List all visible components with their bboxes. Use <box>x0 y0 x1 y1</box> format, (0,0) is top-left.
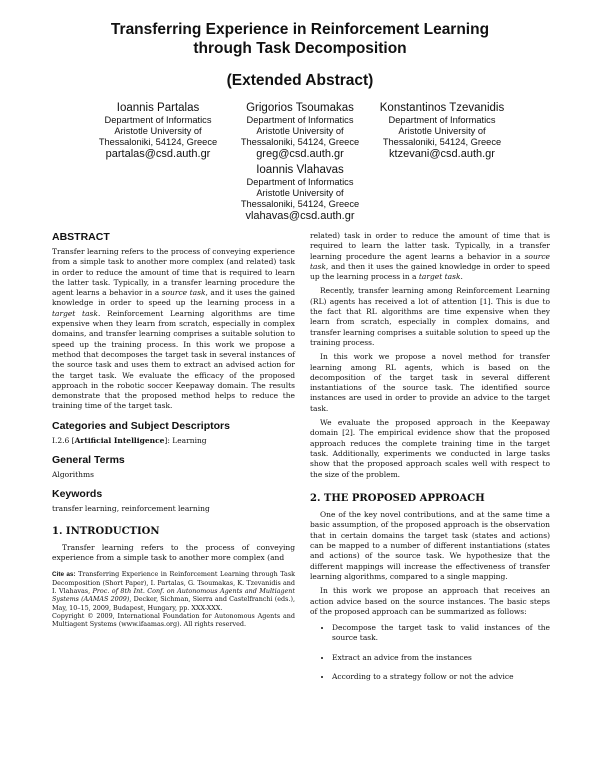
author-city: Thessaloniki, 54124, Greece <box>240 199 360 209</box>
author-city: Thessaloniki, 54124, Greece <box>382 137 502 147</box>
approach-paragraph-1: One of the key novel contributions, and at the same time a basic assumption, of the proposed approach is the observation that in certain domains the target task (states and actions) can be mapped to a number of different instantiations (states and actions) of the source task. We hypothesize that the different mappings will increase the effectiveness of transfer learning algorithms, compared to a single mapping. <box>310 510 550 581</box>
left-column <box>52 231 295 629</box>
categories-heading: Categories and Subject Descriptors <box>52 419 230 432</box>
keywords-text: transfer learning, reinforcement learning <box>52 504 210 514</box>
author-block-4 <box>210 163 390 223</box>
list-item: • Decompose the target task to valid instances of the source task. <box>332 623 550 644</box>
intro-paragraph-1-cont: related) task in order to reduce the amount of time that is required to learn the latter task. Typically, in a transfer learning procedure the agent learns a behavior in a source task, and then it uses the gained knowledge in order to speed up the learning process in a target task. <box>310 231 550 282</box>
author-city: Thessaloniki, 54124, Greece <box>240 137 360 147</box>
author-name: Konstantinos Tzevanidis <box>379 102 505 114</box>
author-name: Grigorios Tsoumakas <box>246 102 354 114</box>
intro-paragraph-4: We evaluate the proposed approach in the Keepaway domain [2]. The empirical evidence show that the proposed approach reduces the complete training time in the target task. Additionally, experiments we conducted in large tasks show that the proposed approach scales well with respect to the size of the problem. <box>310 418 550 479</box>
author-name: Ioannis Vlahavas <box>256 164 344 176</box>
general-terms-text: Algorithms <box>52 470 94 480</box>
author-dept: Department of Informatics <box>104 115 212 125</box>
author-email: vlahavas@csd.auth.gr <box>245 210 355 222</box>
general-terms-heading: General Terms <box>52 454 125 467</box>
author-dept: Department of Informatics <box>388 115 496 125</box>
intro-paragraph-1-start: Transfer learning refers to the process of conveying experience from a simple task to another more complex (and <box>52 542 295 563</box>
author-univ: Aristotle University of <box>256 188 344 198</box>
paper-subtitle: (Extended Abstract) <box>226 72 374 89</box>
title-line-2: through Task Decomposition <box>193 40 407 57</box>
intro-heading: 1. INTRODUCTION <box>52 525 160 537</box>
categories-text: I.2.6 [Artificial Intelligence]: Learning <box>52 435 207 445</box>
author-univ: Aristotle University of <box>114 126 202 136</box>
cite-label: Cite as: <box>52 570 76 578</box>
keywords-heading: Keywords <box>52 488 103 501</box>
approach-heading: 2. THE PROPOSED APPROACH <box>310 492 485 504</box>
intro-paragraph-2: Recently, transfer learning among Reinforcement Learning (RL) agents has received a lot of attention [1]. This is due to the fact that RL algorithms are time expensive when they learn from scratch, especially in complex domains, and transfer learning comprises a suitable solution to speed up the training process. <box>310 286 550 347</box>
abstract-text: Transfer learning refers to the process of conveying experience from a simple task to another more complex (and related) task in order to reduce the amount of time that is required to learn the latter task. Typically, in a transfer learning procedure the agent learns a behavior in a source task, and it uses the gained knowledge in order to speed up the learning process in a target task. Reinforcement Learning algorithms are time expensive when they learn from scratch, especially in complex domains, and transfer learning comprises a suitable solution to speed up the training process. In this work we propose a method that decomposes the target task in several instances of the source task and uses them to extract an advised action for the target task. We evaluate the efficacy of the proposed approach in the robotic soccer Keepaway domain. The results demonstrate that the proposed method helps to reduce the training time of the target task. <box>52 247 295 411</box>
author-city: Thessaloniki, 54124, Greece <box>98 137 218 147</box>
abstract-heading: ABSTRACT <box>52 231 110 243</box>
paper-title <box>0 20 600 58</box>
author-email: ktzevani@csd.auth.gr <box>389 148 495 160</box>
author-email: greg@csd.auth.gr <box>256 148 344 160</box>
author-name: Ioannis Partalas <box>116 102 200 114</box>
title-line-1: Transferring Experience in Reinforcement Learning <box>110 21 490 38</box>
author-dept: Department of Informatics <box>246 177 354 187</box>
citation-block: Cite as: Transferring Experience in Reinforcement Learning through Task Decomposition (Short Paper), I. Partalas, G. Tsoumakas, K. Tzevanidis and I. Vlahavas, Proc. of 8th Int. Conf. on Autonomous Agents and Multiagent Systems (AAMAS 2009), Decker, Sichman, Sierra and Castelfranchi (eds.), May, 10–15, 2009, Budapest, Hungary, pp. XXX-XXX. Copyright © 2009, International Foundation for Autonomous Agents and Multiagent Systems (www.ifaamas.org). All rights reserved. <box>52 569 295 629</box>
author-univ: Aristotle University of <box>256 126 344 136</box>
right-column <box>310 231 550 691</box>
intro-paragraph-3: In this work we propose a novel method for transfer learning among RL agents, which is based on the decomposition of the target task in several different instantiations of the source task. The identified source instances are used in order to provide an advice to the target task. <box>310 352 550 413</box>
copyright-text: Copyright © 2009, International Foundation for Autonomous Agents and Multiagent Systems (www.ifaamas.org). All rights reserved. <box>52 612 295 629</box>
approach-steps-list <box>310 623 550 682</box>
author-univ: Aristotle University of <box>398 126 486 136</box>
list-item: • Extract an advice from the instances <box>332 653 550 663</box>
author-email: partalas@csd.auth.gr <box>105 148 211 160</box>
author-dept: Department of Informatics <box>246 115 354 125</box>
author-block-3 <box>352 101 532 161</box>
list-item: • According to a strategy follow or not the advice <box>332 672 550 682</box>
approach-paragraph-2: In this work we propose an approach that receives an action advice based on the source instances. The basic steps of the proposed approach can be summarized as follows: <box>310 586 550 616</box>
